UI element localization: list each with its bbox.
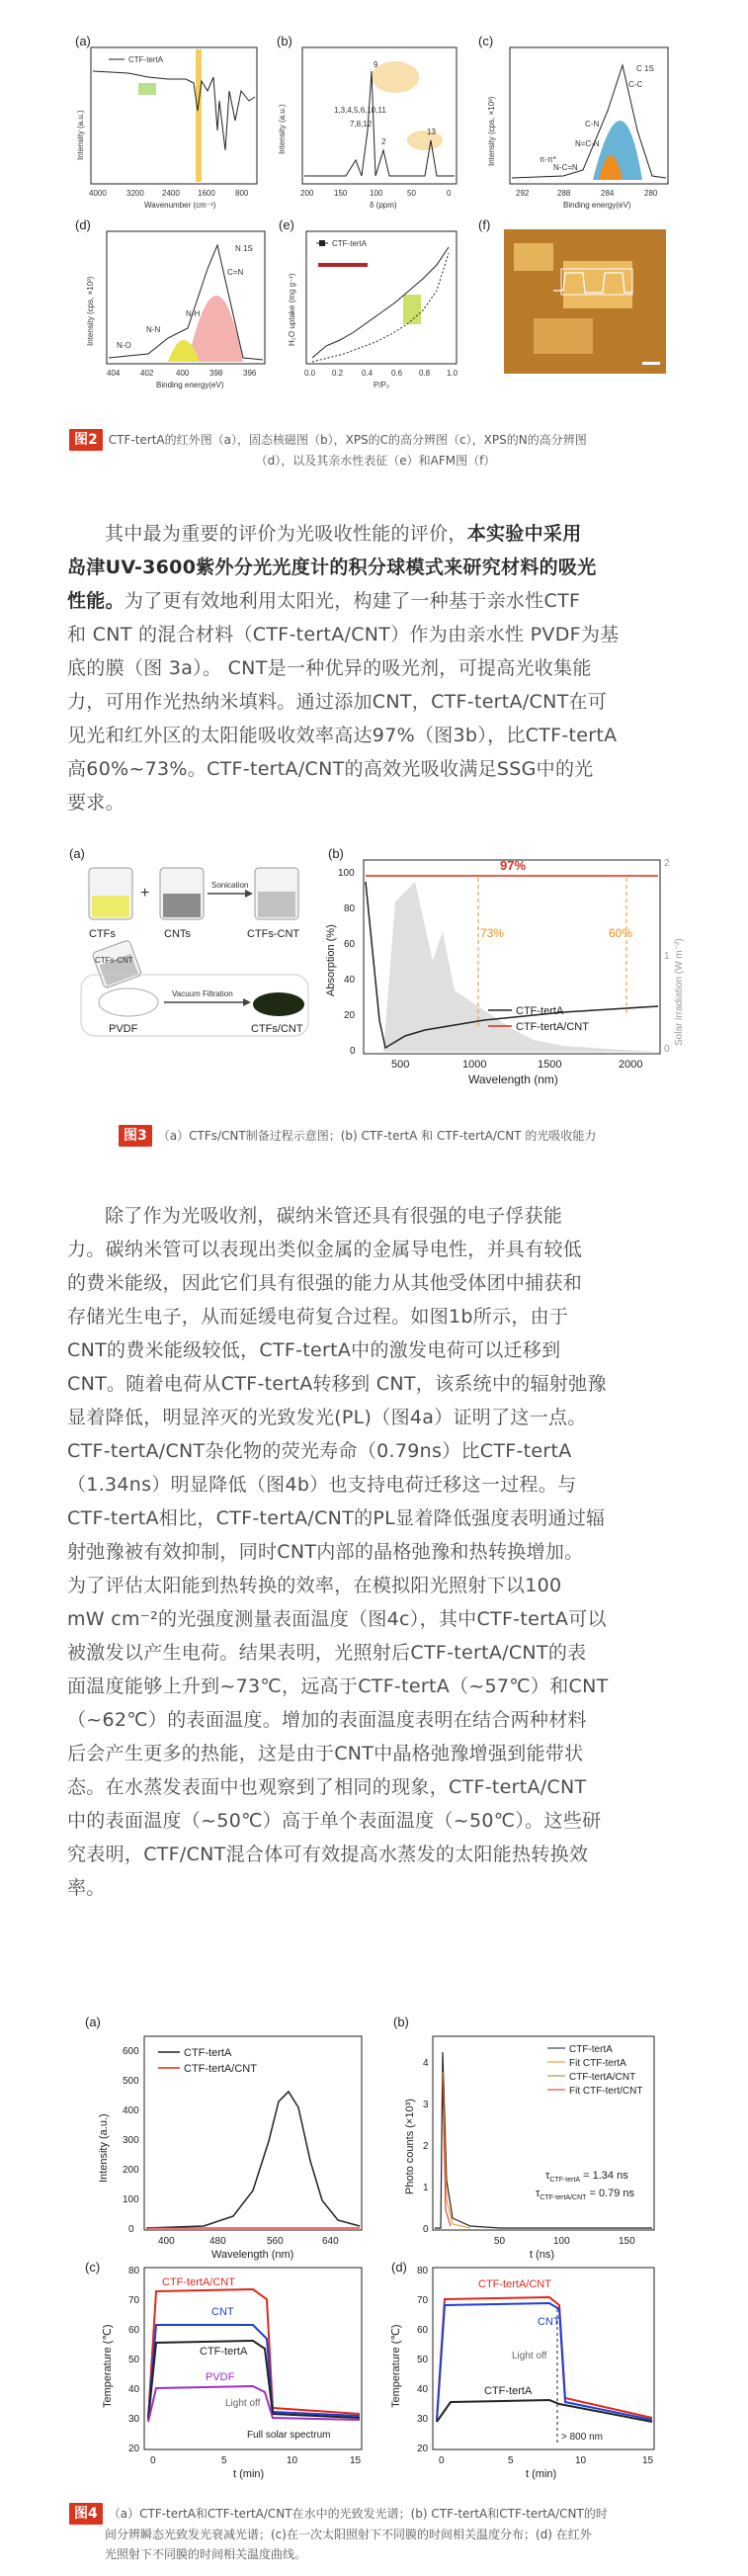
figure-4 bbox=[85, 2013, 678, 2489]
figure-4-caption bbox=[69, 2503, 692, 2564]
fig4-c-xlabel: t (min) bbox=[233, 2468, 265, 2480]
fig3-b-label-97: 97% bbox=[500, 858, 527, 873]
fig2-c-xtick: 292 bbox=[516, 189, 530, 198]
paragraph-line: CTF-tertA/CNT杂化物的荧光寿命（0.79ns）比CTF-tertA bbox=[67, 1440, 572, 1462]
fig4-a-ytick: 0 bbox=[128, 2224, 134, 2235]
fig2-a-xtick: 1600 bbox=[198, 189, 215, 198]
fig4-d-ytick: 30 bbox=[417, 2414, 429, 2425]
fig4-d-ytick: 80 bbox=[417, 2266, 429, 2276]
fig4-b-tau1: $\tau_{CTF-tertA} = 1.34$ ns bbox=[545, 2170, 628, 2184]
fig2-c-peak-label: N-C=N bbox=[553, 163, 578, 172]
fig2-b-peak-label: 13 bbox=[427, 128, 436, 136]
figure-3-tag: 图3 bbox=[119, 1125, 152, 1147]
paragraph-line: （~62℃）的表面温度。增加的表面温度表明在结合两种材料 bbox=[67, 1709, 587, 1731]
fig2-e-xtick: 0.8 bbox=[419, 369, 431, 378]
fig2-b-ylabel: Intensity (a.u.) bbox=[278, 104, 287, 154]
fig2-b-xtick: 150 bbox=[334, 189, 348, 198]
fig2-e-xtick: 0.0 bbox=[304, 369, 316, 378]
fig4-c-ytick: 20 bbox=[128, 2444, 140, 2454]
fig4-d-letter: (d) bbox=[391, 2260, 407, 2275]
fig4-c-label: CNT bbox=[211, 2306, 234, 2318]
paragraph-text: 要求。 bbox=[67, 792, 125, 814]
fig2-a-xtick: 800 bbox=[235, 189, 249, 198]
paragraph-text: 底的膜（图 3a）。 CNT是一种优异的吸光剂，可提高光收集能 bbox=[67, 657, 592, 679]
fig2-e-legend: CTF-tertA bbox=[332, 239, 368, 248]
paragraph-line: 力。碳纳米管可以表现出类似金属的金属导电性，并具有较低 bbox=[67, 1239, 583, 1260]
paragraph-line: CNT。随着电荷从CTF-tertA转移到 CNT，该系统中的辐射弛豫 bbox=[67, 1373, 607, 1395]
paragraph-line: 中的表面温度（~50℃）高于单个表面温度（~50℃）。这些研 bbox=[67, 1810, 602, 1832]
fig2-c-letter: (c) bbox=[478, 34, 494, 48]
fig4-c-ylabel: Temperature (℃) bbox=[102, 2324, 114, 2408]
fig4-c-letter: (c) bbox=[85, 2260, 101, 2275]
paragraph-light-absorption bbox=[67, 517, 682, 819]
figure-3-graphics bbox=[69, 842, 692, 1129]
fig3-a-cnts: CNTs bbox=[164, 928, 191, 940]
paragraph-text: 见光和红外区的太阳能吸收效率高达97%（图3b），比CTF-tertA bbox=[67, 725, 618, 746]
paragraph-text: 高60%~73%。CTF-tertA/CNT的高效光吸收满足SSG中的光 bbox=[67, 758, 594, 780]
paragraph-line: mW cm⁻²的光强度测量表面温度（图4c），其中CTF-tertA可以 bbox=[67, 1608, 607, 1630]
fig4-b-xlabel: t (ns) bbox=[530, 2249, 555, 2261]
emphasized-text: 本实验中采用 bbox=[466, 523, 582, 545]
fig3-panel-b bbox=[325, 846, 685, 1086]
fig4-b-ytick: 4 bbox=[423, 2058, 429, 2069]
fig4-c-xtick: 0 bbox=[150, 2455, 156, 2466]
fig2-c-xtick: 280 bbox=[644, 189, 658, 198]
fig3-b-legend-item: CTF-tertA/CNT bbox=[516, 1021, 589, 1033]
fig3-b-legend-item: CTF-tertA bbox=[516, 1005, 564, 1017]
fig4-b-letter: (b) bbox=[393, 2015, 409, 2029]
fig4-c-label: CTF-tertA bbox=[200, 2346, 248, 2358]
fig3-a-ctfs: CTFs bbox=[89, 928, 116, 940]
fig4-a-ylabel: Intensity (a.u.) bbox=[98, 2113, 110, 2183]
fig4-c-ytick: 80 bbox=[128, 2266, 140, 2276]
fig2-c-ylabel: Intensity (cps, ×10³) bbox=[487, 96, 496, 166]
fig2-d-xtick: 396 bbox=[243, 369, 257, 378]
paragraph-line: 率。 bbox=[67, 1877, 106, 1899]
figure-2-tag: 图2 bbox=[69, 429, 103, 451]
fig2-c-peak-label: N=C-N bbox=[575, 139, 600, 148]
fig4-a-ytick: 200 bbox=[123, 2165, 139, 2176]
fig4-panel-c bbox=[85, 2260, 362, 2480]
fig4-d-ytick: 40 bbox=[417, 2384, 429, 2395]
fig3-b-ytick: 100 bbox=[338, 868, 355, 879]
fig4-d-ytick: 60 bbox=[417, 2325, 429, 2336]
fig4-b-xtick: 50 bbox=[494, 2236, 506, 2247]
fig3-b-label-60: 60% bbox=[609, 926, 633, 940]
paragraph-line bbox=[67, 551, 682, 584]
figure-4-caption-line2: 间分辨瞬态光致发光衰减光谱；(c)在一次太阳照射下不同膜的时间相关温度分布；(d) 在红外 bbox=[105, 2528, 592, 2541]
fig3-b-ylabel: Absorption (%) bbox=[325, 924, 337, 996]
fig4-c-label: PVDF bbox=[206, 2371, 235, 2383]
fig2-b-peak-label: 2 bbox=[381, 137, 386, 146]
fig2-e-xlabel: P/P₀ bbox=[374, 381, 390, 389]
fig2-c-peak-label: C-C bbox=[628, 80, 643, 89]
fig3-b-ytick: 20 bbox=[344, 1010, 356, 1021]
fig4-d-ytick: 50 bbox=[417, 2355, 429, 2365]
fig3-b-y2tick: 0 bbox=[664, 1044, 670, 1055]
fig4-a-ytick: 500 bbox=[123, 2076, 139, 2087]
figure-3 bbox=[69, 842, 692, 1129]
fig4-d-label: CTF-tertA/CNT bbox=[478, 2278, 551, 2290]
fig4-d-xlabel: t (min) bbox=[526, 2468, 557, 2480]
fig2-d-letter: (d) bbox=[75, 217, 91, 232]
fig3-b-y2tick: 1 bbox=[664, 951, 670, 962]
fig2-b-peak-label: 1,3,4,5,6,10,11 bbox=[334, 106, 386, 115]
fig2-panel-b bbox=[277, 34, 457, 210]
fig2-a-xtick: 2400 bbox=[162, 189, 180, 198]
paragraph-line bbox=[67, 651, 682, 685]
fig2-b-peak-label: 9 bbox=[374, 60, 378, 69]
fig2-e-letter: (e) bbox=[279, 217, 294, 232]
paragraph-text: 力，可用作光热纳米填料。通过添加CNT，CTF-tertA/CNT在可 bbox=[67, 691, 608, 713]
fig2-panel-f bbox=[478, 217, 666, 374]
fig2-a-legend: CTF-tertA bbox=[128, 55, 164, 64]
fig4-d-ytick: 70 bbox=[417, 2295, 429, 2306]
fig4-b-tau2: $\tau_{CTF-tertA/CNT} = 0.79$ ns bbox=[536, 2188, 635, 2201]
fig3-a-ctfs-cnt: CTFs-CNT bbox=[247, 928, 300, 940]
paragraph-electron-capture bbox=[67, 1199, 682, 1905]
fig4-a-xtick: 640 bbox=[322, 2236, 339, 2247]
fig4-a-xlabel: Wavelength (nm) bbox=[211, 2249, 294, 2261]
paragraph-line: CTF-tertA相比，CTF-tertA/CNT的PL显着降低强度表明通过辐 bbox=[67, 1507, 606, 1529]
paragraph-line bbox=[67, 517, 682, 551]
fig4-b-xtick: 150 bbox=[619, 2236, 635, 2247]
fig2-panel-d bbox=[75, 217, 265, 389]
fig2-panel-a bbox=[75, 34, 257, 210]
fig4-a-legend-item: CTF-tertA bbox=[184, 2047, 232, 2059]
paragraph-line: 面温度能够上升到~73℃，远高于CTF-tertA（~57℃）和CNT bbox=[67, 1675, 609, 1697]
paragraph-text: 和 CNT 的混合材料（CTF-tertA/CNT）作为由亲水性 PVDF为基 bbox=[67, 624, 620, 645]
fig3-b-xtick: 1000 bbox=[462, 1059, 487, 1071]
fig4-a-ytick: 400 bbox=[123, 2105, 139, 2116]
fig2-b-peak-label: 7,8,12 bbox=[350, 120, 373, 129]
fig2-panel-e bbox=[279, 217, 458, 389]
fig2-b-xtick: 200 bbox=[300, 189, 314, 198]
fig4-a-legend-item: CTF-tertA/CNT bbox=[184, 2063, 257, 2075]
fig2-b-xlabel: δ (ppm) bbox=[370, 201, 397, 210]
figure-3-caption bbox=[119, 1125, 672, 1147]
fig4-b-legend-item: CTF-tertA bbox=[569, 2044, 613, 2055]
paragraph-line bbox=[67, 618, 682, 651]
fig3-a-plus: + bbox=[140, 885, 150, 902]
fig3-b-ytick: 40 bbox=[344, 975, 356, 986]
fig4-b-legend-item: Fit CTF-tertA bbox=[569, 2058, 626, 2069]
fig4-d-ylabel: Temperature (℃) bbox=[390, 2324, 402, 2408]
fig2-c-xtick: 288 bbox=[557, 189, 571, 198]
fig4-panel-a bbox=[85, 2015, 362, 2261]
fig4-panel-d bbox=[390, 2260, 654, 2480]
emphasized-text: 岛津UV-3600紫外分光光度计的积分球模式来研究材料的吸光 bbox=[67, 557, 597, 578]
fig3-b-ytick: 60 bbox=[344, 939, 356, 950]
paragraph-text: 其中最为重要的评价为光吸收性能的评价， bbox=[105, 523, 467, 545]
fig2-b-xtick: 50 bbox=[407, 189, 416, 198]
fig2-e-xtick: 0.4 bbox=[362, 369, 374, 378]
paragraph-line: CNT的费米能级较低，CTF-tertA中的激发电荷可以迁移到 bbox=[67, 1339, 561, 1361]
figure-2-caption-text: CTF-tertA的红外图（a），固态核磁图（b），XPS的C的高分辨图（c），XPS的N的高分辨图 bbox=[108, 433, 587, 447]
fig2-e-xtick: 0.2 bbox=[332, 369, 344, 378]
figure-4-tag: 图4 bbox=[69, 2503, 103, 2525]
fig4-c-ytick: 70 bbox=[128, 2295, 140, 2306]
fig2-d-peak-label: C=N bbox=[227, 268, 244, 277]
paragraph-line: 为了评估太阳能到热转换的效率，在模拟阳光照射下以100 bbox=[67, 1575, 562, 1596]
fig2-d-peak-label: N-H bbox=[186, 309, 201, 318]
fig3-b-xlabel: Wavelength (nm) bbox=[468, 1073, 558, 1086]
paragraph-text: 为了更有效地利用太阳光，构建了一种基于亲水性CTF bbox=[124, 590, 581, 612]
paragraph-line: 存储光生电子，从而延缓电荷复合过程。如图1b所示，由于 bbox=[67, 1306, 569, 1328]
emphasized-text: 性能。 bbox=[67, 590, 125, 612]
fig2-e-xtick: 0.6 bbox=[391, 369, 403, 378]
fig4-d-xtick: 10 bbox=[575, 2455, 587, 2466]
fig2-a-letter: (a) bbox=[75, 34, 91, 48]
fig2-b-letter: (b) bbox=[277, 34, 292, 48]
fig2-a-xtick: 4000 bbox=[89, 189, 107, 198]
figure-2-caption-line2: （d），以及其亲水性表征（e）和AFM图（f） bbox=[255, 454, 496, 468]
fig2-b-xtick: 0 bbox=[447, 189, 452, 198]
fig4-b-xtick: 100 bbox=[553, 2236, 570, 2247]
fig2-d-xtick: 398 bbox=[209, 369, 223, 378]
fig4-d-xtick: 15 bbox=[642, 2455, 654, 2466]
fig4-d-xtick: 0 bbox=[439, 2455, 445, 2466]
fig3-b-y2tick: 2 bbox=[664, 858, 670, 869]
fig3-a-sonication: Sonication bbox=[211, 881, 249, 890]
fig4-c-ytick: 30 bbox=[128, 2414, 140, 2425]
paragraph-line bbox=[67, 752, 682, 786]
paragraph-line: 态。在水蒸发表面中也观察到了相同的现象，CTF-tertA/CNT bbox=[67, 1776, 587, 1798]
figure-2-caption bbox=[69, 429, 682, 471]
fig3-a-vacuum: Vacuum Filtration bbox=[172, 989, 233, 998]
fig4-c-full-spectrum: Full solar spectrum bbox=[247, 2430, 331, 2441]
figure-4-caption-text: （a）CTF-tertA和CTF-tertA/CNT在水中的光致发光谱；(b) CTF-tertA和CTF-tertA/CNT的时 bbox=[108, 2507, 608, 2521]
fig3-b-xtick: 2000 bbox=[619, 1059, 643, 1071]
fig4-b-legend-item: CTF-tertA/CNT bbox=[569, 2072, 636, 2083]
fig4-b-ytick: 0 bbox=[423, 2224, 429, 2235]
fig4-a-ytick: 300 bbox=[123, 2135, 139, 2146]
fig4-c-label: CTF-tertA/CNT bbox=[162, 2276, 235, 2288]
fig3-a-ctfs-over-cnt: CTFs/CNT bbox=[251, 1023, 303, 1035]
fig4-b-ytick: 1 bbox=[423, 2183, 429, 2193]
fig4-a-ytick: 600 bbox=[123, 2046, 139, 2057]
fig4-a-xtick: 400 bbox=[158, 2236, 175, 2247]
figure-3-caption-text: （a）CTFs/CNT制备过程示意图；(b) CTF-tertA 和 CTF-tertA/CNT 的光吸收能力 bbox=[157, 1129, 597, 1143]
paragraph-line: 射弛豫被有效抑制，同时CNT内部的晶格弛豫和热转换增加。 bbox=[67, 1541, 584, 1563]
fig4-d-800nm: > 800 nm bbox=[561, 2432, 603, 2443]
fig2-d-xlabel: Binding energy(eV) bbox=[156, 381, 224, 389]
fig4-d-xtick: 5 bbox=[508, 2455, 514, 2466]
fig4-c-ytick: 50 bbox=[128, 2355, 140, 2365]
fig3-a-ctfs-cnt-small: CTFs-CNT bbox=[95, 956, 133, 965]
fig2-d-ylabel: Intensity (cps, ×10³) bbox=[86, 276, 95, 346]
fig4-c-xtick: 10 bbox=[287, 2455, 298, 2466]
paragraph-line: 后会产生更多的热能，这是由于CNT中晶格弛豫增强到能带状 bbox=[67, 1743, 584, 1764]
fig3-a-letter: (a) bbox=[69, 846, 85, 861]
fig2-d-xtick: 400 bbox=[176, 369, 190, 378]
fig4-a-xtick: 560 bbox=[267, 2236, 284, 2247]
fig2-b-xtick: 100 bbox=[370, 189, 383, 198]
fig4-a-ytick: 100 bbox=[123, 2194, 139, 2205]
paragraph-line: 除了作为光吸收剂，碳纳米管还具有很强的电子俘获能 bbox=[105, 1205, 563, 1227]
fig2-c-xtick: 284 bbox=[601, 189, 615, 198]
fig4-c-ytick: 40 bbox=[128, 2384, 140, 2395]
fig3-b-ytick: 0 bbox=[350, 1046, 356, 1057]
figure-4-caption-line1 bbox=[69, 2503, 692, 2525]
fig4-d-label: CNT bbox=[538, 2316, 560, 2328]
paragraph-line bbox=[67, 719, 682, 752]
fig4-d-label: CTF-tertA bbox=[484, 2385, 533, 2397]
fig2-a-xtick: 3200 bbox=[126, 189, 144, 198]
fig3-b-xtick: 500 bbox=[391, 1059, 410, 1071]
fig2-d-title: N 1S bbox=[235, 244, 253, 253]
fig3-b-ytick: 80 bbox=[344, 903, 356, 914]
fig4-c-xtick: 5 bbox=[221, 2455, 227, 2466]
fig2-c-peak-label: π-π* bbox=[540, 155, 556, 164]
fig3-a-pvdf: PVDF bbox=[109, 1023, 138, 1035]
fig3-b-y2label: Solar irradiation (W m⁻²) bbox=[674, 938, 685, 1046]
fig2-c-peak-label: C-N bbox=[585, 120, 600, 129]
fig4-d-light-off: Light off bbox=[512, 2351, 547, 2361]
paragraph-line: 究表明，CTF/CNT混合体可有效提高水蒸发的太阳能热转换效 bbox=[67, 1844, 589, 1865]
paragraph-line bbox=[67, 584, 682, 618]
fig4-a-letter: (a) bbox=[85, 2015, 101, 2029]
fig4-b-ytick: 2 bbox=[423, 2141, 429, 2152]
figure-2 bbox=[69, 32, 682, 407]
paragraph-line bbox=[67, 685, 682, 719]
fig4-d-ytick: 20 bbox=[417, 2444, 429, 2454]
paragraph-line: 显着降低，明显淬灭的光致发光(PL)（图4a）证明了这一点。 bbox=[67, 1407, 587, 1428]
fig4-c-light-off: Light off bbox=[225, 2398, 261, 2409]
fig4-c-ytick: 60 bbox=[128, 2325, 140, 2336]
fig2-c-title: C 1S bbox=[636, 64, 654, 73]
figure-2-graphics bbox=[69, 32, 682, 407]
paragraph-line bbox=[67, 786, 682, 819]
fig2-d-peak-label: N-O bbox=[117, 341, 131, 350]
fig3-b-label-73: 73% bbox=[480, 926, 505, 940]
fig4-b-ylabel: Photo counts (×10³) bbox=[404, 2099, 416, 2194]
fig2-a-xlabel: Wavenumber (cm⁻¹) bbox=[144, 201, 216, 210]
fig4-b-legend-item: Fit CTF-tert/CNT bbox=[569, 2086, 643, 2097]
fig4-panel-b bbox=[393, 2015, 654, 2261]
fig2-c-xlabel: Binding energy(eV) bbox=[563, 201, 631, 210]
paragraph-line: （1.34ns）明显降低（图4b）也支持电荷迁移这一过程。与 bbox=[67, 1474, 577, 1496]
fig2-panel-c bbox=[478, 34, 668, 210]
fig4-c-xtick: 15 bbox=[350, 2455, 362, 2466]
figure-4-graphics bbox=[85, 2013, 678, 2489]
fig2-e-xtick: 1.0 bbox=[447, 369, 458, 378]
paragraph-line: 被激发以产生电荷。结果表明，光照射后CTF-tertA/CNT的表 bbox=[67, 1642, 587, 1664]
fig3-b-xtick: 1500 bbox=[538, 1059, 562, 1071]
fig2-d-xtick: 402 bbox=[140, 369, 154, 378]
paragraph-line: 的费米能级，因此它们具有很强的能力从其他受体团中捕获和 bbox=[67, 1272, 583, 1294]
fig2-d-peak-label: N-N bbox=[146, 325, 161, 334]
figure-2-caption-line1 bbox=[69, 429, 682, 451]
fig4-a-xtick: 480 bbox=[209, 2236, 226, 2247]
fig4-b-ytick: 3 bbox=[423, 2100, 429, 2110]
fig2-f-letter: (f) bbox=[478, 217, 491, 232]
fig2-a-ylabel: Intensity (a.u.) bbox=[76, 110, 85, 160]
fig3-b-letter: (b) bbox=[328, 846, 344, 861]
fig2-d-xtick: 404 bbox=[107, 369, 121, 378]
fig2-e-ylabel: H₂O uptake (mg g⁻¹) bbox=[288, 273, 296, 346]
fig3-panel-a bbox=[69, 846, 308, 1036]
figure-4-caption-line3: 光照射下不同膜的时间相关温度曲线。 bbox=[105, 2547, 307, 2561]
